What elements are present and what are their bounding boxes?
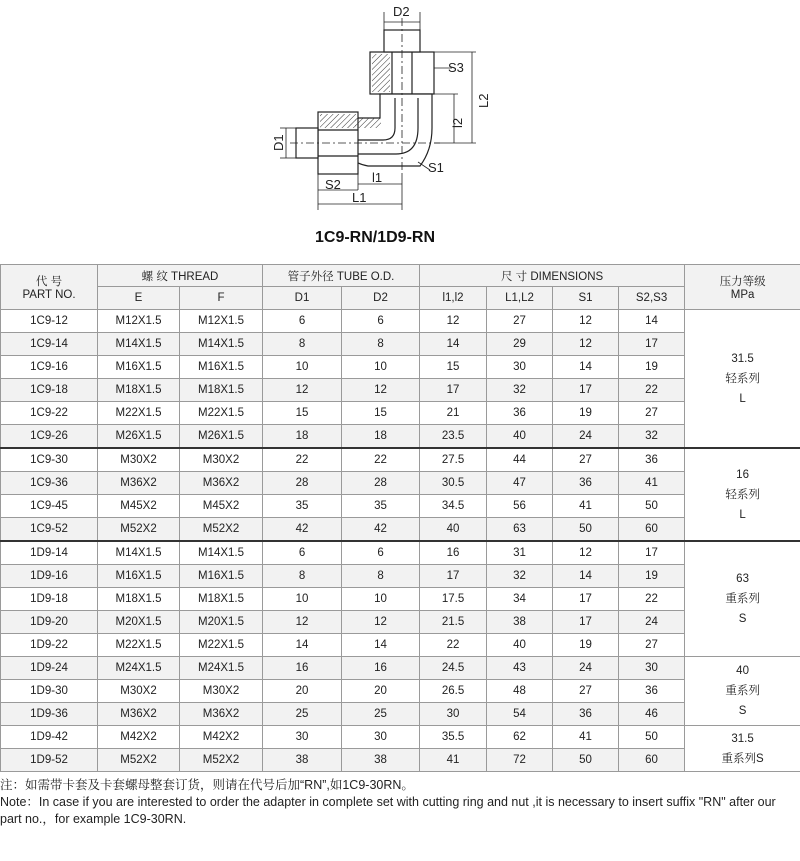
table-cell: 20 (342, 680, 420, 703)
table-cell: 16 (420, 541, 487, 565)
table-cell: 23.5 (420, 425, 487, 449)
header-pressure-unit: MPa (730, 289, 755, 301)
label-d1: D1 (271, 134, 286, 151)
table-row (1, 611, 800, 634)
label-l2-upper: L2 (476, 93, 491, 108)
table-cell: M22X1.5 (180, 402, 263, 425)
table-cell: 8 (263, 333, 342, 356)
table-cell: M52X2 (180, 518, 263, 542)
header-part-no (1, 265, 98, 310)
table-cell: 50 (553, 749, 619, 772)
note-en-line2: part no.，for example 1C9-30RN. (0, 812, 187, 826)
pressure-class-line: 31.5 (731, 732, 754, 745)
cell-part-no: 1D9-14 (1, 541, 98, 565)
table-cell: M14X1.5 (180, 541, 263, 565)
pressure-class-line: 轻系列 (725, 372, 760, 385)
table-cell: 50 (619, 726, 685, 749)
cell-part-no: 1D9-22 (1, 634, 98, 657)
table-cell: M16X1.5 (180, 565, 263, 588)
table-cell: 38 (487, 611, 553, 634)
table-cell: 28 (342, 472, 420, 495)
table-cell: 17.5 (420, 588, 487, 611)
table-cell: M36X2 (180, 703, 263, 726)
table-cell: M26X1.5 (180, 425, 263, 449)
table-cell: 41 (420, 749, 487, 772)
pressure-class-cell (685, 726, 800, 772)
header-e: E (98, 287, 180, 310)
notes (0, 777, 800, 828)
table-cell: M36X2 (180, 472, 263, 495)
table-cell: 32 (487, 379, 553, 402)
table-cell: 12 (342, 379, 420, 402)
note-en-line1: Note：In case if you are interested to order the adapter in complete set with cutting ring and nut ,it is necessary to insert suffix "RN" after our (0, 795, 776, 809)
table-cell: M18X1.5 (98, 379, 180, 402)
table-cell: 30.5 (420, 472, 487, 495)
table-cell: 22 (619, 379, 685, 402)
table-cell: 42 (263, 518, 342, 542)
table-cell: 29 (487, 333, 553, 356)
table-row (1, 749, 800, 772)
table-cell: 8 (263, 565, 342, 588)
table-cell: 12 (420, 310, 487, 333)
pressure-class-line: 63 (736, 573, 749, 585)
table-cell: 10 (263, 588, 342, 611)
table-cell: 35 (263, 495, 342, 518)
table-cell: M42X2 (98, 726, 180, 749)
cell-part-no: 1C9-30 (1, 448, 98, 472)
label-s3: S3 (448, 60, 464, 75)
table-cell: M20X1.5 (180, 611, 263, 634)
table-cell: 10 (263, 356, 342, 379)
table-cell: M36X2 (98, 472, 180, 495)
table-cell: 46 (619, 703, 685, 726)
label-d2: D2 (393, 4, 410, 19)
table-cell: 47 (487, 472, 553, 495)
table-cell: 41 (553, 726, 619, 749)
header-L1L2: L1,L2 (487, 287, 553, 310)
cell-part-no: 1C9-52 (1, 518, 98, 542)
header-thread: 螺 纹 THREAD (98, 265, 263, 287)
table-cell: 35 (342, 495, 420, 518)
pressure-class-line: 重系列 (725, 685, 760, 697)
table-cell: 56 (487, 495, 553, 518)
header-part-cn: 代 号 (35, 276, 63, 288)
table-row (1, 425, 800, 449)
cell-part-no: 1D9-30 (1, 680, 98, 703)
table-cell: 30 (619, 657, 685, 680)
table-cell: 14 (342, 634, 420, 657)
table-cell: M30X2 (180, 680, 263, 703)
table-row (1, 472, 800, 495)
table-cell: 17 (619, 541, 685, 565)
cell-part-no: 1C9-22 (1, 402, 98, 425)
table-cell: M16X1.5 (180, 356, 263, 379)
table-cell: 36 (553, 472, 619, 495)
note-cn: 注：如需带卡套及卡套螺母整套订货，则请在代号后加“RN”,如1C9-30RN。 (0, 778, 414, 792)
table-row (1, 588, 800, 611)
spec-table (0, 264, 800, 772)
pressure-class-line: L (739, 392, 746, 405)
header-dimensions: 尺 寸 DIMENSIONS (420, 265, 685, 287)
label-l1-lower: l1 (372, 170, 383, 185)
table-cell: 10 (342, 588, 420, 611)
table-cell: 32 (487, 565, 553, 588)
table-cell: 63 (487, 518, 553, 542)
table-cell: 50 (619, 495, 685, 518)
pressure-class-line: 轻系列 (725, 488, 760, 501)
table-row (1, 518, 800, 542)
header-l1l2: l1,l2 (420, 287, 487, 310)
table-cell: 21.5 (420, 611, 487, 634)
table-cell: M30X2 (98, 448, 180, 472)
pressure-class-cell (685, 310, 800, 449)
table-cell: 6 (342, 541, 420, 565)
header-pressure (685, 265, 800, 310)
table-cell: 14 (553, 356, 619, 379)
table-cell: 6 (263, 541, 342, 565)
table-cell: 12 (553, 541, 619, 565)
cell-part-no: 1D9-16 (1, 565, 98, 588)
table-cell: 16 (342, 657, 420, 680)
table-cell: 24 (619, 611, 685, 634)
table-cell: 22 (263, 448, 342, 472)
table-cell: 48 (487, 680, 553, 703)
pressure-class-line: S (738, 613, 747, 625)
header-pressure-cn: 压力等级 (719, 276, 766, 288)
table-row (1, 495, 800, 518)
table-cell: M16X1.5 (98, 356, 180, 379)
table-cell: 17 (420, 565, 487, 588)
table-cell: 27 (619, 634, 685, 657)
table-row (1, 703, 800, 726)
cell-part-no: 1C9-14 (1, 333, 98, 356)
table-cell: 40 (487, 425, 553, 449)
table-cell: M22X1.5 (180, 634, 263, 657)
table-cell: 36 (619, 680, 685, 703)
table-row (1, 333, 800, 356)
table-cell: 44 (487, 448, 553, 472)
table-cell: 34 (487, 588, 553, 611)
header-d2: D2 (342, 287, 420, 310)
table-cell: M22X1.5 (98, 402, 180, 425)
table-cell: 72 (487, 749, 553, 772)
header-s1: S1 (553, 287, 619, 310)
cell-part-no: 1C9-26 (1, 425, 98, 449)
cell-part-no: 1C9-12 (1, 310, 98, 333)
table-cell: M24X1.5 (180, 657, 263, 680)
table-cell: 12 (263, 611, 342, 634)
table-cell: 36 (619, 448, 685, 472)
table-cell: 21 (420, 402, 487, 425)
left-nut-hatch (320, 114, 356, 128)
header-part-en: PART NO. (22, 289, 76, 301)
table-cell: M42X2 (180, 726, 263, 749)
table-cell: 27 (553, 448, 619, 472)
table-cell: M20X1.5 (98, 611, 180, 634)
upper-nut-hatch (372, 54, 390, 92)
table-cell: 38 (342, 749, 420, 772)
table-cell: 18 (263, 425, 342, 449)
pressure-class-line: 40 (736, 665, 749, 677)
table-cell: 19 (553, 402, 619, 425)
table-row (1, 310, 800, 333)
table-cell: 18 (342, 425, 420, 449)
table-cell: M52X2 (98, 518, 180, 542)
table-cell: M24X1.5 (98, 657, 180, 680)
table-cell: M14X1.5 (98, 333, 180, 356)
table-cell: 54 (487, 703, 553, 726)
table-cell: 27.5 (420, 448, 487, 472)
table-cell: 14 (263, 634, 342, 657)
table-cell: 35.5 (420, 726, 487, 749)
table-cell: 42 (342, 518, 420, 542)
table-row (1, 657, 800, 680)
table-cell: 10 (342, 356, 420, 379)
table-cell: 31 (487, 541, 553, 565)
table-cell: 41 (553, 495, 619, 518)
table-cell: 62 (487, 726, 553, 749)
cell-part-no: 1C9-45 (1, 495, 98, 518)
table-cell: 30 (487, 356, 553, 379)
table-cell: 60 (619, 749, 685, 772)
pressure-class-cell (685, 657, 800, 726)
table-cell: M30X2 (98, 680, 180, 703)
pressure-class-line: 重系列S (721, 752, 764, 765)
cell-part-no: 1D9-36 (1, 703, 98, 726)
table-cell: 38 (263, 749, 342, 772)
table-cell: M12X1.5 (98, 310, 180, 333)
table-cell: M12X1.5 (180, 310, 263, 333)
pressure-class-line: S (738, 705, 747, 717)
table-cell: 19 (553, 634, 619, 657)
spec-table-body (1, 310, 800, 772)
table-row (1, 541, 800, 565)
pressure-class-line: 重系列 (725, 593, 760, 605)
table-row (1, 680, 800, 703)
table-row (1, 356, 800, 379)
label-s1: S1 (428, 160, 444, 175)
table-cell: 19 (619, 565, 685, 588)
table-cell: 22 (420, 634, 487, 657)
table-cell: 26.5 (420, 680, 487, 703)
header-s2s3: S2,S3 (619, 287, 685, 310)
table-cell: 14 (553, 565, 619, 588)
table-cell: 25 (263, 703, 342, 726)
table-cell: 27 (487, 310, 553, 333)
table-cell: 12 (263, 379, 342, 402)
table-cell: 17 (553, 611, 619, 634)
table-cell: 14 (619, 310, 685, 333)
table-cell: M45X2 (98, 495, 180, 518)
label-l2-lower: l2 (450, 117, 465, 128)
table-cell: M45X2 (180, 495, 263, 518)
pressure-class-cell (685, 448, 800, 541)
table-cell: 27 (553, 680, 619, 703)
table-cell: 17 (420, 379, 487, 402)
header-d1: D1 (263, 287, 342, 310)
table-cell: 22 (342, 448, 420, 472)
table-cell: 20 (263, 680, 342, 703)
table-cell: 34.5 (420, 495, 487, 518)
table-row (1, 402, 800, 425)
cell-part-no: 1D9-20 (1, 611, 98, 634)
table-cell: M52X2 (98, 749, 180, 772)
table-cell: 8 (342, 333, 420, 356)
table-cell: M14X1.5 (98, 541, 180, 565)
table-cell: M18X1.5 (180, 379, 263, 402)
table-cell: 6 (342, 310, 420, 333)
fitting-drawing (0, 0, 800, 222)
table-cell: 24 (553, 425, 619, 449)
cell-part-no: 1D9-52 (1, 749, 98, 772)
table-cell: 12 (553, 333, 619, 356)
table-cell: 6 (263, 310, 342, 333)
table-cell: 40 (420, 518, 487, 542)
table-cell: 50 (553, 518, 619, 542)
cell-part-no: 1C9-36 (1, 472, 98, 495)
table-cell: M14X1.5 (180, 333, 263, 356)
table-cell: 17 (619, 333, 685, 356)
table-cell: 15 (263, 402, 342, 425)
table-cell: 36 (553, 703, 619, 726)
cell-part-no: 1C9-16 (1, 356, 98, 379)
cell-part-no: 1D9-42 (1, 726, 98, 749)
table-cell: 41 (619, 472, 685, 495)
table-cell: 15 (420, 356, 487, 379)
label-l1-upper: L1 (352, 190, 367, 205)
table-cell: M18X1.5 (180, 588, 263, 611)
table-cell: M52X2 (180, 749, 263, 772)
table-cell: M30X2 (180, 448, 263, 472)
table-cell: M16X1.5 (98, 565, 180, 588)
cell-part-no: 1C9-18 (1, 379, 98, 402)
table-cell: 17 (553, 379, 619, 402)
table-cell: M18X1.5 (98, 588, 180, 611)
table-cell: 43 (487, 657, 553, 680)
table-cell: 8 (342, 565, 420, 588)
table-cell: 12 (553, 310, 619, 333)
table-cell: 22 (619, 588, 685, 611)
table-cell: 30 (263, 726, 342, 749)
pressure-class-line: 31.5 (731, 352, 754, 365)
table-cell: 17 (553, 588, 619, 611)
header-tube: 管子外径 TUBE O.D. (263, 265, 420, 287)
table-cell: 36 (487, 402, 553, 425)
table-cell: 60 (619, 518, 685, 542)
table-cell: M36X2 (98, 703, 180, 726)
table-row (1, 379, 800, 402)
table-cell: 40 (487, 634, 553, 657)
table-row (1, 726, 800, 749)
table-cell: 30 (420, 703, 487, 726)
table-cell: 19 (619, 356, 685, 379)
header-f: F (180, 287, 263, 310)
table-cell: M22X1.5 (98, 634, 180, 657)
table-cell: 32 (619, 425, 685, 449)
pressure-class-cell (685, 541, 800, 657)
table-cell: 16 (263, 657, 342, 680)
table-cell: 27 (619, 402, 685, 425)
label-s2: S2 (325, 177, 341, 192)
table-cell: 24.5 (420, 657, 487, 680)
cell-part-no: 1D9-18 (1, 588, 98, 611)
table-cell: 28 (263, 472, 342, 495)
table-cell: 14 (420, 333, 487, 356)
table-row (1, 448, 800, 472)
table-cell: 24 (553, 657, 619, 680)
pressure-class-line: L (739, 508, 746, 521)
pressure-class-line: 16 (736, 468, 749, 481)
cell-part-no: 1D9-24 (1, 657, 98, 680)
product-title: 1C9-RN/1D9-RN (314, 229, 436, 246)
table-row (1, 634, 800, 657)
table-cell: M26X1.5 (98, 425, 180, 449)
table-cell: 30 (342, 726, 420, 749)
table-row (1, 565, 800, 588)
table-cell: 12 (342, 611, 420, 634)
table-cell: 25 (342, 703, 420, 726)
table-cell: 15 (342, 402, 420, 425)
